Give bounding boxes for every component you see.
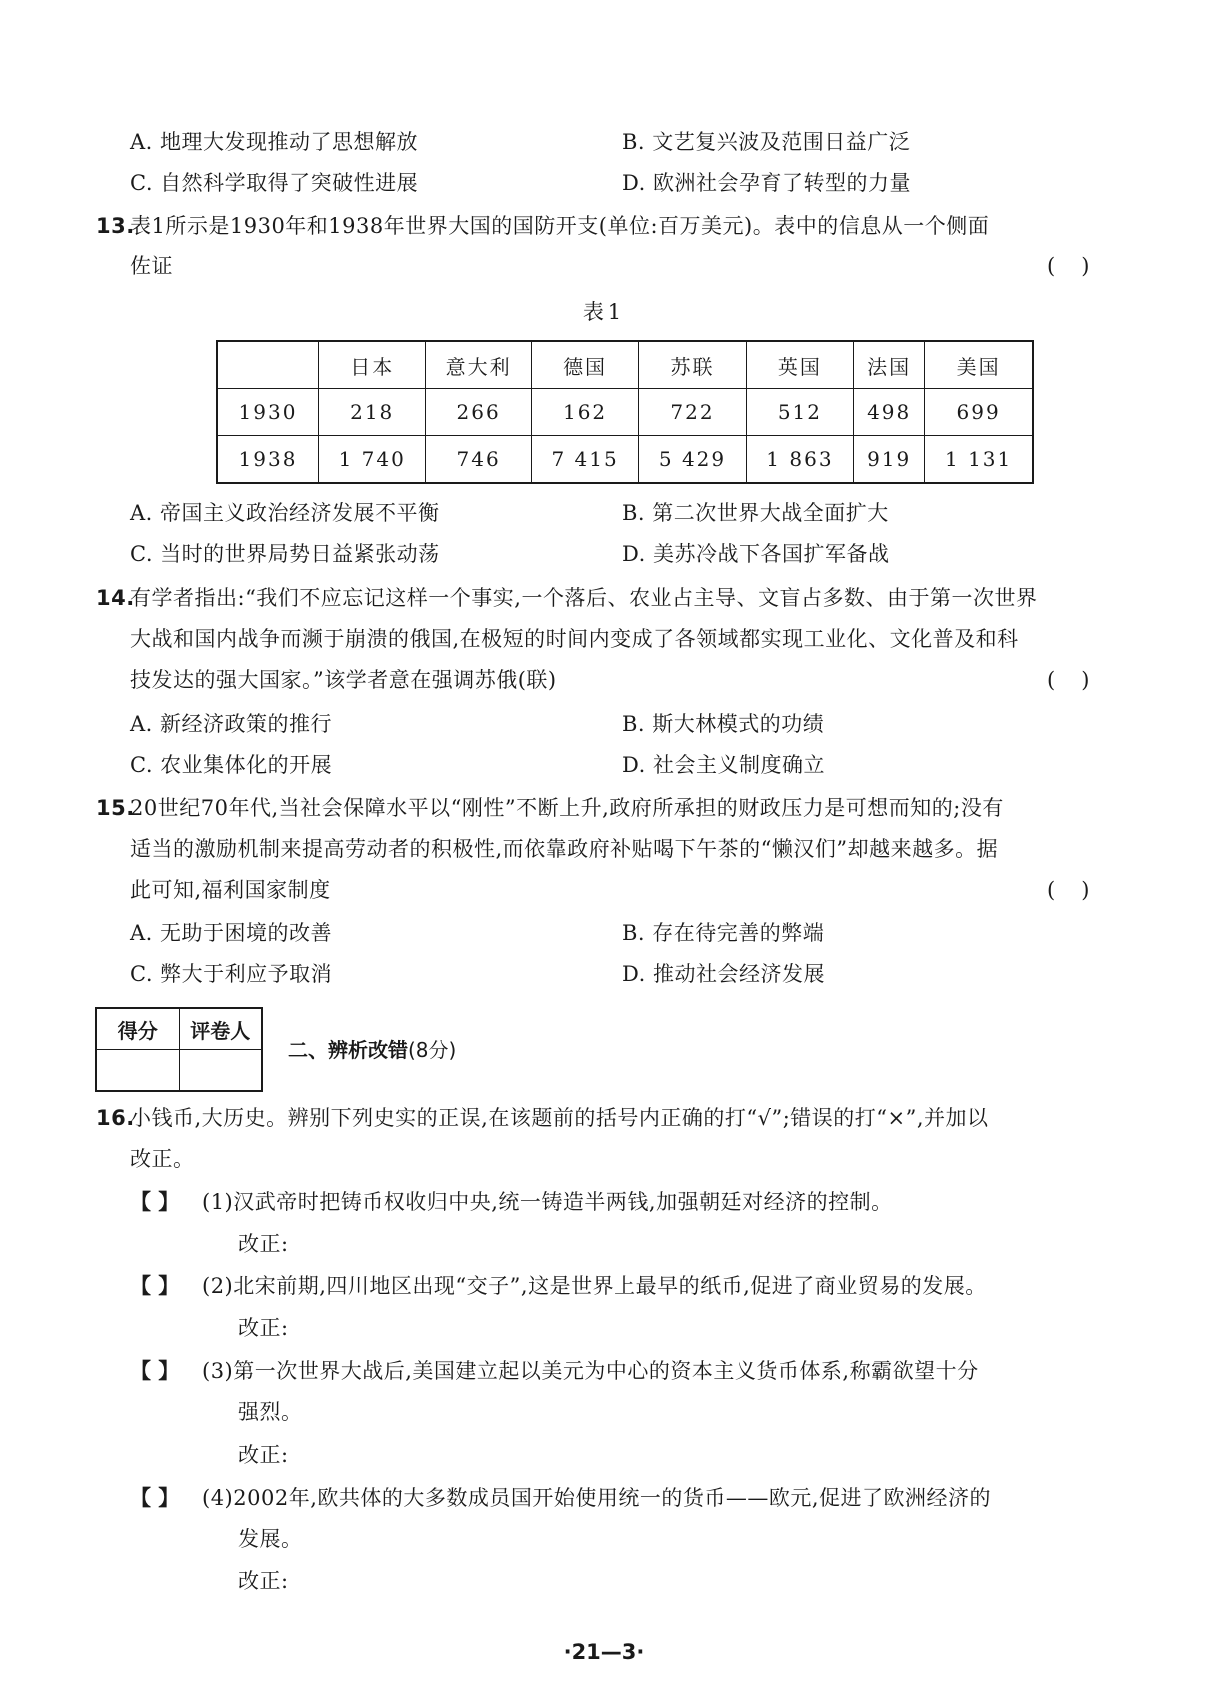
q14-stem-line2: 大战和国内战争而濒于崩溃的俄国,在极短的时间内变成了各领域都实现工业化、文化普及和科 xyxy=(130,627,1019,651)
q15-stem-line1: 20世纪70年代,当社会保障水平以“刚性”不断上升,政府所承担的财政压力是可想而知的;没有 xyxy=(130,796,1004,820)
q13-option-c: C. 当时的世界局势日益紧张动荡 xyxy=(130,542,440,566)
q16-item3-text-cont: 强烈。 xyxy=(238,1400,303,1424)
table-cell: 722 xyxy=(639,389,746,436)
table-cell: 919 xyxy=(854,436,925,484)
q16-item1-text: (1)汉武帝时把铸币权收归中央,统一铸造半两钱,加强朝廷对经济的控制。 xyxy=(202,1190,893,1214)
q16-item3-bracket[interactable]: 【 】 xyxy=(130,1359,180,1383)
section-title: 二、辨析改错 xyxy=(288,1038,408,1062)
table-header-cell: 美国 xyxy=(925,341,1033,389)
q14-number: 14. xyxy=(96,586,135,610)
q12-option-c: C. 自然科学取得了突破性进展 xyxy=(130,171,419,195)
q16-item4-bracket[interactable]: 【 】 xyxy=(130,1486,180,1510)
table-header-cell: 日本 xyxy=(319,341,426,389)
q16-item2-text: (2)北宋前期,四川地区出现“交子”,这是世界上最早的纸币,促进了商业贸易的发展。 xyxy=(202,1274,987,1298)
score-label: 得分 xyxy=(96,1008,179,1050)
q13-stem-line2: 佐证 xyxy=(130,254,173,278)
q16-item1-bracket[interactable]: 【 】 xyxy=(130,1190,180,1214)
table-cell: 746 xyxy=(426,436,531,484)
table-cell: 1938 xyxy=(217,436,319,484)
score-box xyxy=(95,1007,263,1092)
grader-label: 评卷人 xyxy=(179,1008,262,1050)
table-header-cell xyxy=(217,341,319,389)
table-cell: 266 xyxy=(426,389,531,436)
q16-item2-correction: 改正: xyxy=(238,1316,289,1340)
q16-item4-text: (4)2002年,欧共体的大多数成员国开始使用统一的货币——欧元,促进了欧洲经济的 xyxy=(202,1486,992,1510)
table-cell: 162 xyxy=(531,389,638,436)
q16-item1-correction: 改正: xyxy=(238,1232,289,1256)
grader-entry-cell[interactable] xyxy=(179,1050,262,1092)
q14-option-c: C. 农业集体化的开展 xyxy=(130,753,333,777)
q15-option-c: C. 弊大于利应予取消 xyxy=(130,962,333,986)
q16-item4-correction: 改正: xyxy=(238,1569,289,1593)
q12-option-d: D. 欧洲社会孕育了转型的力量 xyxy=(622,171,911,195)
q16-stem-line2: 改正。 xyxy=(130,1147,195,1171)
q15-option-b: B. 存在待完善的弊端 xyxy=(622,921,825,945)
table-cell: 699 xyxy=(925,389,1033,436)
q14-option-b: B. 斯大林模式的功绩 xyxy=(622,712,825,736)
q15-stem-line3: 此可知,福利国家制度 xyxy=(130,878,331,902)
table-row xyxy=(217,436,1033,484)
table-cell: 498 xyxy=(854,389,925,436)
q14-stem-line3: 技发达的强大国家。”该学者意在强调苏俄(联) xyxy=(130,668,557,692)
q16-item3-correction: 改正: xyxy=(238,1443,289,1467)
table-cell: 1 131 xyxy=(925,436,1033,484)
table-cell: 5 429 xyxy=(639,436,746,484)
q15-option-a: A. 无助于困境的改善 xyxy=(130,921,333,945)
q13-option-a: A. 帝国主义政治经济发展不平衡 xyxy=(130,501,440,525)
table-header-cell: 意大利 xyxy=(426,341,531,389)
q13-answer-paren[interactable]: () xyxy=(1047,254,1116,278)
q12-option-a: A. 地理大发现推动了思想解放 xyxy=(130,130,419,154)
q16-item3-text: (3)第一次世界大战后,美国建立起以美元为中心的资本主义货币体系,称霸欲望十分 xyxy=(202,1359,979,1383)
table-caption: 表1 xyxy=(582,300,626,324)
table-cell: 1 863 xyxy=(746,436,853,484)
defense-spending-table xyxy=(216,340,1034,484)
q14-answer-paren[interactable]: () xyxy=(1047,668,1116,692)
score-entry-cell[interactable] xyxy=(96,1050,179,1092)
table-cell: 7 415 xyxy=(531,436,638,484)
table-header-cell: 法国 xyxy=(854,341,925,389)
table-cell: 1930 xyxy=(217,389,319,436)
q14-option-d: D. 社会主义制度确立 xyxy=(622,753,825,777)
section-points: (8分) xyxy=(408,1038,457,1062)
page-number: ·21—3· xyxy=(563,1640,645,1664)
table-cell: 512 xyxy=(746,389,853,436)
q16-stem-line1: 小钱币,大历史。辨别下列史实的正误,在该题前的括号内正确的打“√”;错误的打“×”,并加以 xyxy=(130,1106,989,1130)
q13-number: 13. xyxy=(96,214,135,238)
q12-option-b: B. 文艺复兴波及范围日益广泛 xyxy=(622,130,911,154)
q14-option-a: A. 新经济政策的推行 xyxy=(130,712,333,736)
table-cell: 1 740 xyxy=(319,436,426,484)
q14-stem-line1: 有学者指出:“我们不应忘记这样一个事实,一个落后、农业占主导、文盲占多数、由于第一次世界 xyxy=(130,586,1038,610)
table-row xyxy=(217,389,1033,436)
table-header-cell: 英国 xyxy=(746,341,853,389)
section-heading xyxy=(288,1035,456,1065)
table-cell: 218 xyxy=(319,389,426,436)
q15-option-d: D. 推动社会经济发展 xyxy=(622,962,825,986)
q13-option-d: D. 美苏冷战下各国扩军备战 xyxy=(622,542,890,566)
table-header-cell: 德国 xyxy=(531,341,638,389)
q16-item2-bracket[interactable]: 【 】 xyxy=(130,1274,180,1298)
q16-number: 16. xyxy=(96,1106,135,1130)
q16-item4-text-cont: 发展。 xyxy=(238,1527,303,1551)
q15-number: 15. xyxy=(96,796,135,820)
table-header-cell: 苏联 xyxy=(639,341,746,389)
table-header-row xyxy=(217,341,1033,389)
q13-stem-line1: 表1所示是1930年和1938年世界大国的国防开支(单位:百万美元)。表中的信息从一个侧面 xyxy=(130,214,990,238)
q15-stem-line2: 适当的激励机制来提高劳动者的积极性,而依靠政府补贴喝下午茶的“懒汉们”却越来越多。据 xyxy=(130,837,999,861)
q15-answer-paren[interactable]: () xyxy=(1047,878,1116,902)
q13-option-b: B. 第二次世界大战全面扩大 xyxy=(622,501,889,525)
